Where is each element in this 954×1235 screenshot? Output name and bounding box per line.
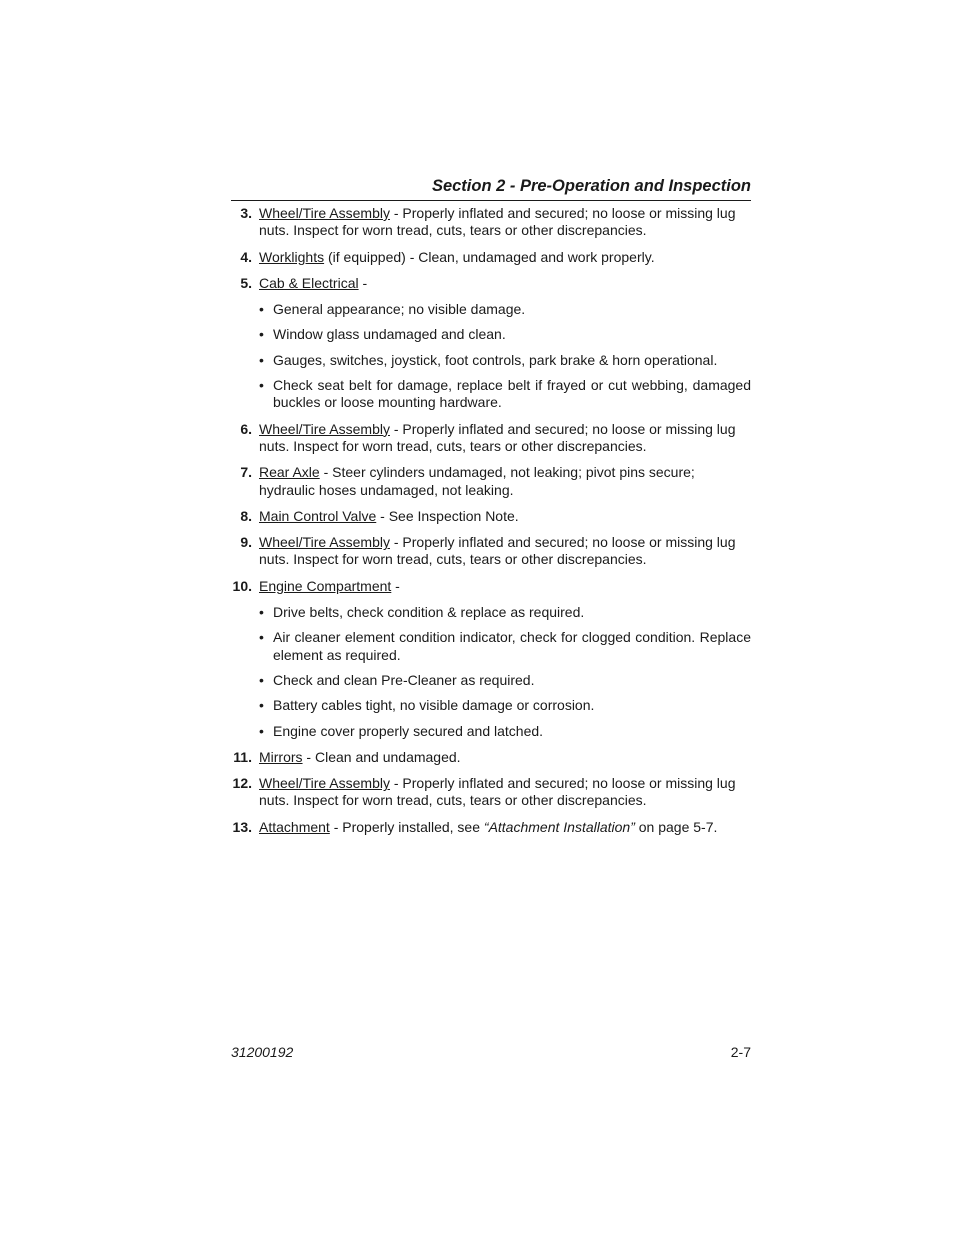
- item-number: 9.: [240, 534, 252, 551]
- bullet-icon: •: [259, 671, 264, 688]
- bullet-text: Drive belts, check condition & replace as required.: [273, 604, 585, 621]
- bullet-icon: •: [259, 629, 264, 646]
- section-header: Section 2 - Pre-Operation and Inspection: [231, 176, 751, 201]
- item-label: Rear Axle: [259, 464, 320, 481]
- item-text-tail: on page 5-7.: [634, 818, 718, 835]
- bullet-item: [231, 604, 751, 621]
- list-item: [231, 464, 751, 499]
- item-text: - See Inspection Note.: [376, 507, 519, 524]
- item-number: 3.: [240, 205, 252, 221]
- bullet-text: Air cleaner element condition indicator, check for clogged condition. Replace element as required.: [273, 629, 751, 663]
- bullet-item: [231, 629, 751, 664]
- bullet-icon: •: [259, 326, 264, 343]
- item-label: Main Control Valve: [259, 507, 377, 524]
- item-label: Worklights: [259, 248, 325, 265]
- bullet-item: [231, 352, 751, 369]
- item-text: -: [358, 274, 368, 291]
- list-item: [231, 578, 751, 595]
- list-item: [231, 749, 751, 766]
- item-label: Wheel/Tire Assembly: [259, 775, 390, 792]
- list-item: [231, 205, 751, 240]
- item-text: -: [391, 577, 400, 594]
- item-label: Attachment: [259, 818, 330, 835]
- bullet-icon: •: [259, 697, 264, 714]
- bullet-text: Check seat belt for damage, replace belt if frayed or cut webbing, damaged buckles or loose mounting hardware.: [273, 377, 751, 411]
- bullet-icon: •: [259, 301, 264, 318]
- bullet-list: [231, 301, 751, 411]
- bullet-text: Battery cables tight, no visible damage or corrosion.: [273, 697, 595, 714]
- item-label: Mirrors: [259, 748, 303, 765]
- item-number: 6.: [240, 420, 252, 437]
- item-label: Wheel/Tire Assembly: [259, 534, 390, 551]
- bullet-item: [231, 697, 751, 714]
- list-item: [231, 775, 751, 810]
- bullet-item: [231, 326, 751, 343]
- bullet-icon: •: [259, 604, 264, 621]
- item-text: - Properly inflated and secured; no loose or missing lug nuts. Inspect for worn tread, cuts, tears or other discrepancies.: [259, 420, 736, 454]
- bullet-item: [231, 301, 751, 318]
- item-number: 5.: [240, 274, 252, 291]
- item-label: Wheel/Tire Assembly: [259, 205, 390, 221]
- list-item: [231, 249, 751, 266]
- list-item: [231, 508, 751, 525]
- bullet-item: [231, 377, 751, 412]
- item-number: 8.: [240, 507, 252, 524]
- item-number: 4.: [240, 248, 252, 265]
- item-text: - Clean and undamaged.: [302, 748, 461, 765]
- list-item: [231, 275, 751, 292]
- bullet-item: [231, 672, 751, 689]
- item-label: Engine Compartment: [259, 577, 392, 594]
- bullet-text: Window glass undamaged and clean.: [273, 326, 506, 343]
- item-label: Wheel/Tire Assembly: [259, 420, 390, 437]
- item-text: - Properly inflated and secured; no loose or missing lug nuts. Inspect for worn tread, cuts, tears or other discrepancies.: [259, 534, 736, 568]
- item-number: 13.: [232, 818, 252, 835]
- bullet-icon: •: [259, 351, 264, 368]
- cross-reference: “Attachment Installation”: [483, 818, 635, 835]
- bullet-text: General appearance; no visible damage.: [273, 301, 526, 318]
- list-item: [231, 819, 751, 836]
- bullet-text: Engine cover properly secured and latched.: [273, 722, 544, 739]
- page-number: 2-7: [730, 1044, 751, 1060]
- bullet-icon: •: [259, 722, 264, 739]
- document-number: 31200192: [231, 1044, 294, 1060]
- item-text: - Properly inflated and secured; no loose or missing lug nuts. Inspect for worn tread, cuts, tears or other discrepancies.: [259, 775, 736, 809]
- bullet-list: [231, 604, 751, 740]
- bullet-text: Gauges, switches, joystick, foot controls, park brake & horn operational.: [273, 351, 718, 368]
- bullet-item: [231, 723, 751, 740]
- item-text: (if equipped) - Clean, undamaged and work properly.: [324, 248, 655, 265]
- list-item: [231, 421, 751, 456]
- bullet-icon: •: [259, 377, 264, 394]
- list-item: [231, 534, 751, 569]
- item-number: 7.: [240, 464, 252, 481]
- item-number: 11.: [233, 748, 252, 765]
- item-number: 12.: [232, 775, 252, 792]
- bullet-text: Check and clean Pre-Cleaner as required.: [273, 671, 535, 688]
- item-number: 10.: [232, 577, 252, 594]
- inspection-list: [231, 205, 751, 845]
- item-text: - Properly installed, see: [329, 818, 484, 835]
- item-label: Cab & Electrical: [259, 274, 359, 291]
- item-text: - Steer cylinders undamaged, not leaking; pivot pins secure; hydraulic hoses undamaged, not leaking.: [259, 464, 695, 498]
- item-text: - Properly inflated and secured; no loose or missing lug nuts. Inspect for worn tread, cuts, tears or other discrepancies.: [259, 205, 736, 239]
